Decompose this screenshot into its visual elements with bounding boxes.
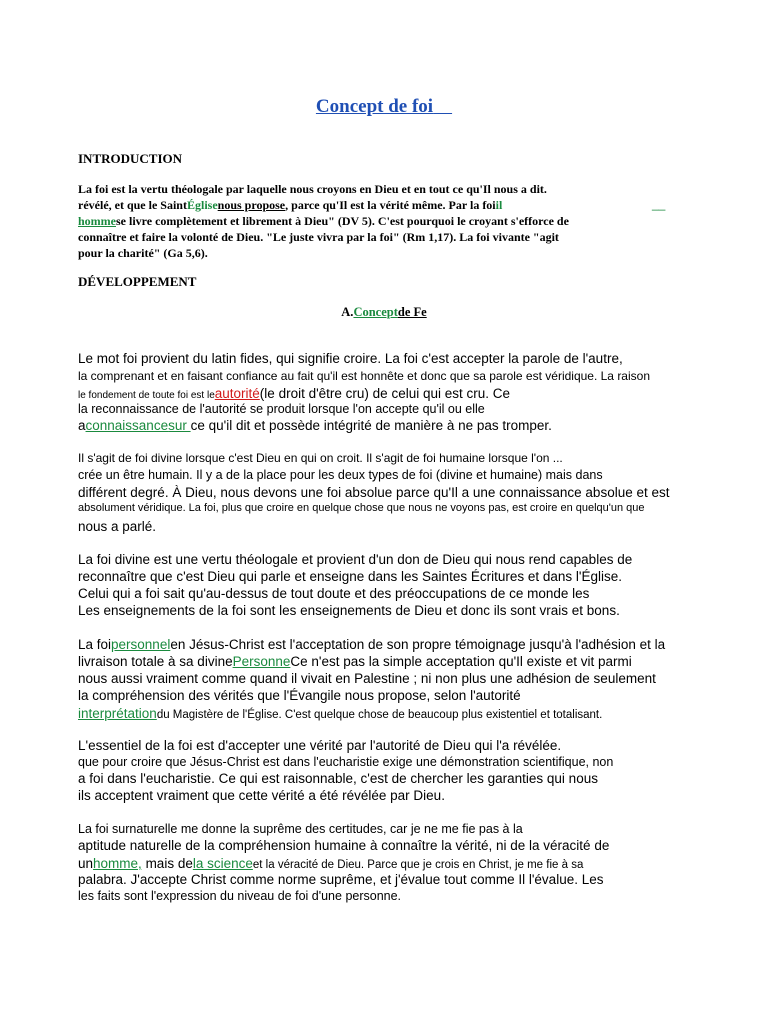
sur-link[interactable]: sur [168, 418, 191, 433]
intro-line-3: hommese livre complètement et librement à Dieu" (DV 5). C'est pourquoi le croyant s'efforce de [78, 214, 569, 228]
p2-line-5: nous a parlé. [78, 519, 157, 534]
p4-line-2: livraison totale à sa divinePersonneCe n'est pas la simple acceptation qu'Il existe et vit parmi [78, 654, 632, 669]
concept-link[interactable]: Concept [353, 305, 398, 319]
eglise-link[interactable]: Église [186, 198, 218, 212]
title-trail [433, 96, 452, 117]
stray-underscore-link[interactable]: __ [652, 197, 666, 211]
p3-line-4: Les enseignements de la foi sont les enseignements de Dieu et donc ils sont vrais et bons. [78, 603, 620, 618]
autorite-link[interactable]: autorité [214, 386, 260, 401]
p5-line-2: que pour croire que Jésus-Christ est dans l'eucharistie exige une démonstration scientifique, non [78, 755, 614, 769]
intro-line-1: La foi est la vertu théologale par laquelle nous croyons en Dieu et en tout ce qu'Il nous a dit. [78, 182, 547, 196]
intro-line-2: révélé, et que le SaintÉglisenous propose, parce qu'Il est la vérité même. Par la foiil [78, 198, 503, 212]
p3-line-1: La foi divine est une vertu théologale et provient d'un don de Dieu qui nous rend capables de [78, 552, 633, 567]
homme-link[interactable]: homme [78, 214, 116, 228]
section-a-heading: A.Conceptde Fe [341, 305, 427, 319]
p6-line-1: La foi surnaturelle me donne la suprême des certitudes, car je ne me fie pas à la [78, 822, 523, 836]
p1-line-5: aconnaissancesur ce qu'il dit et possède intégrité de manière à ne pas tromper. [78, 418, 552, 433]
personnel-link[interactable]: personnel [111, 637, 171, 652]
p2-line-1: Il s'agit de foi divine lorsque c'est Dieu en qui on croit. Il s'agit de foi humaine lorsque l'on ... [78, 451, 563, 465]
p1-line-3: le fondement de toute foi est leautorité(le droit d'être cru) de celui qui est cru. Ce [78, 386, 510, 401]
connaissance-link[interactable]: connaissance [85, 418, 169, 433]
p1-line-4: la reconnaissance de l'autorité se produit lorsque l'on accepte qu'il ou elle [78, 402, 485, 416]
introduction-heading: INTRODUCTION [78, 151, 183, 166]
il-link[interactable]: il [495, 198, 503, 212]
p6-line-5: les faits sont l'expression du niveau de foi d'une personne. [78, 889, 402, 903]
p2-line-2: crée un être humain. Il y a de la place pour les deux types de foi (divine et humaine) mais dans [78, 468, 603, 482]
p3-line-3: Celui qui a foi sait qu'au-dessus de tout doute et des préoccupations de ce monde les [78, 586, 590, 601]
homme-link-2[interactable]: homme, [93, 856, 142, 871]
p4-line-3: nous aussi vraiment comme quand il vivait en Palestine ; ni non plus une adhésion de seulement [78, 671, 656, 686]
la-science-link[interactable]: la science [192, 856, 253, 871]
p5-line-1: L'essentiel de la foi est d'accepter une vérité par l'autorité de Dieu qui l'a révélée. [78, 738, 562, 753]
title-text: Concept de foi [315, 96, 434, 117]
p6-line-2: aptitude naturelle de la compréhension humaine à connaître la vérité, ni de la véracité de [78, 838, 610, 853]
interpretation-link[interactable]: interprétation [78, 706, 157, 721]
p4-line-5: interprétationdu Magistère de l'Église. C'est quelque chose de beaucoup plus existentiel et totalisant. [78, 706, 603, 721]
nous-propose-link[interactable]: nous propose [217, 198, 286, 212]
personne-link[interactable]: Personne [232, 654, 291, 669]
p4-line-1: La foipersonnelen Jésus-Christ est l'acceptation de son propre témoignage jusqu'à l'adhésion et la [78, 637, 666, 652]
document-title [0, 96, 768, 118]
p2-line-3: différent degré. À Dieu, nous devons une foi absolue parce qu'Il a une connaissance absolue et est [78, 485, 670, 500]
p5-line-4: ils acceptent vraiment que cette vérité a été révélée par Dieu. [78, 788, 445, 803]
intro-line-5: pour la charité" (Ga 5,6). [78, 246, 208, 260]
p3-line-2: reconnaître que c'est Dieu qui parle et enseigne dans les Saintes Écritures et dans l'Église. [78, 569, 622, 584]
p2-line-4: absolument véridique. La foi, plus que croire en quelque chose que nous ne voyons pas, est croire en quelqu'un que [78, 502, 645, 514]
p1-line-2: la comprenant et en faisant confiance au fait qu'il est honnête et donc que sa parole est véridique. La raison [78, 369, 650, 383]
p1-line-1: Le mot foi provient du latin fides, qui signifie croire. La foi c'est accepter la parole de l'autre, [78, 351, 623, 366]
development-heading: DÉVELOPPEMENT [78, 274, 197, 289]
p5-line-3: a foi dans l'eucharistie. Ce qui est raisonnable, c'est de chercher les garanties qui nous [78, 771, 598, 786]
intro-line-4: connaître et faire la volonté de Dieu. "Le juste vivra par la foi" (Rm 1,17). La foi vivante "agit [78, 230, 559, 244]
p4-line-4: la compréhension des vérités que l'Évangile nous propose, selon l'autorité [78, 688, 521, 703]
p6-line-3: unhomme, mais dela scienceet la véracité de Dieu. Parce que je crois en Christ, je me fie à sa [78, 856, 584, 871]
p6-line-4: palabra. J'accepte Christ comme norme suprême, et j'évalue tout comme Il l'évalue. Les [78, 872, 604, 887]
